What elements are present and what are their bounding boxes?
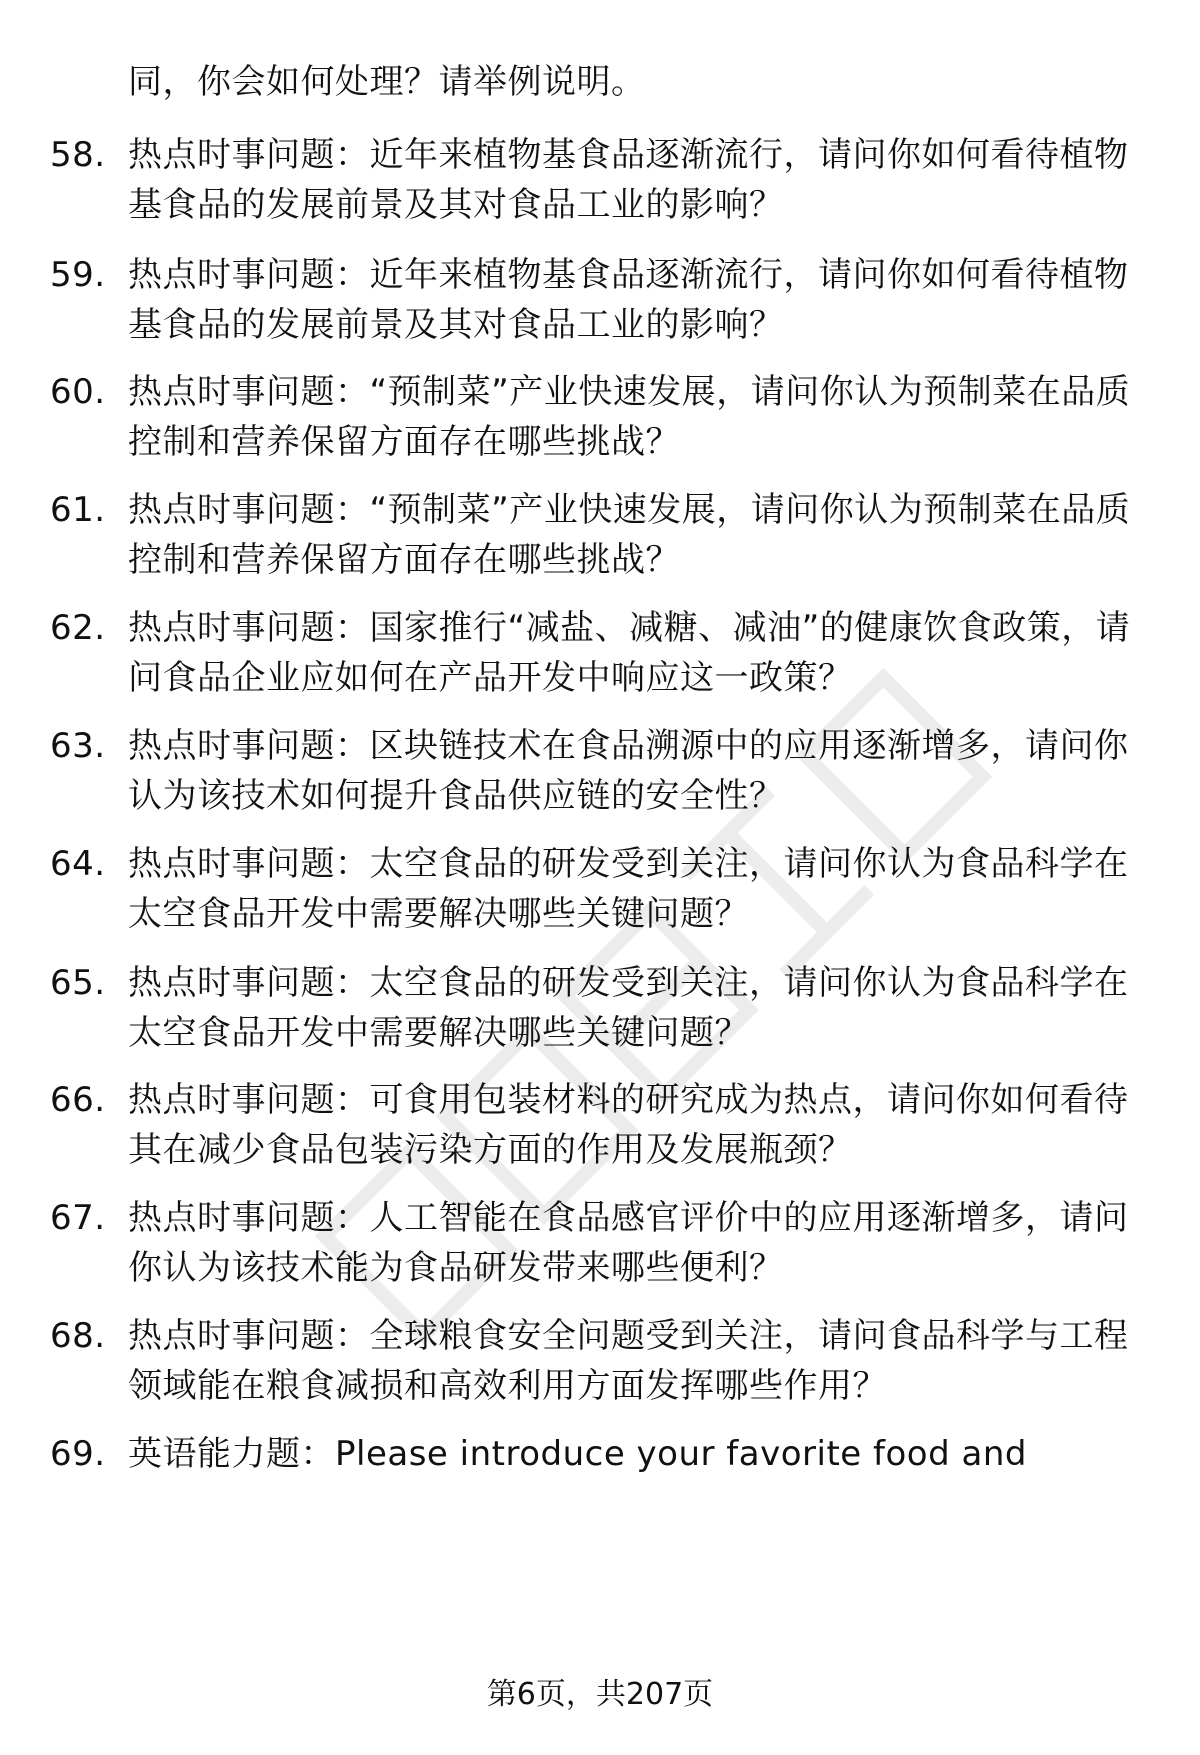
continuation-text: 同，你会如何处理？请举例说明。 bbox=[128, 62, 646, 102]
item-number: 65. bbox=[50, 963, 106, 1003]
item-text: 热点时事问题：太空食品的研发受到关注，请问你认为食品科学在太空食品开发中需要解决哪些关键问题？ bbox=[128, 963, 1129, 1053]
item-text: 热点时事问题：太空食品的研发受到关注，请问你认为食品科学在太空食品开发中需要解决哪些关键问题？ bbox=[128, 844, 1129, 934]
item-text: 热点时事问题：区块链技术在食品溯源中的应用逐渐增多，请问你认为该技术如何提升食品供应链的安全性？ bbox=[128, 726, 1129, 816]
item-text: 热点时事问题：可食用包装材料的研究成为热点，请问你如何看待其在减少食品包装污染方面的作用及发展瓶颈？ bbox=[128, 1080, 1129, 1170]
item-number: 68. bbox=[50, 1316, 106, 1356]
item-text: 热点时事问题：人工智能在食品感官评价中的应用逐渐增多，请问你认为该技术能为食品研发带来哪些便利？ bbox=[128, 1198, 1129, 1288]
item-text: 热点时事问题：全球粮食安全问题受到关注，请问食品科学与工程领域能在粮食减损和高效利用方面发挥哪些作用？ bbox=[128, 1316, 1129, 1406]
item-number: 64. bbox=[50, 844, 106, 884]
item-text: 热点时事问题：近年来植物基食品逐渐流行，请问你如何看待植物基食品的发展前景及其对食品工业的影响？ bbox=[128, 255, 1129, 345]
item-number: 69. bbox=[50, 1434, 106, 1474]
item-text: 热点时事问题：“预制菜”产业快速发展，请问你认为预制菜在品质控制和营养保留方面存在哪些挑战？ bbox=[128, 490, 1131, 580]
item-number: 62. bbox=[50, 608, 106, 648]
item-number: 61. bbox=[50, 490, 106, 530]
page-footer: 第6页，共207页 bbox=[486, 1677, 714, 1712]
item-number: 60. bbox=[50, 372, 106, 412]
item-text: 热点时事问题：“预制菜”产业快速发展，请问你认为预制菜在品质控制和营养保留方面存在哪些挑战？ bbox=[128, 372, 1131, 462]
item-number: 63. bbox=[50, 726, 106, 766]
item-number: 67. bbox=[50, 1198, 106, 1238]
item-number: 58. bbox=[50, 135, 106, 175]
item-number: 59. bbox=[50, 255, 106, 295]
item-text: 英语能力题：Please introduce your favorite food and bbox=[128, 1434, 1027, 1474]
item-number: 66. bbox=[50, 1080, 106, 1120]
item-text: 热点时事问题：国家推行“减盐、减糖、减油”的健康饮食政策，请问食品企业应如何在产品开发中响应这一政策？ bbox=[128, 608, 1131, 698]
item-text: 热点时事问题：近年来植物基食品逐渐流行，请问你如何看待植物基食品的发展前景及其对食品工业的影响？ bbox=[128, 135, 1129, 225]
